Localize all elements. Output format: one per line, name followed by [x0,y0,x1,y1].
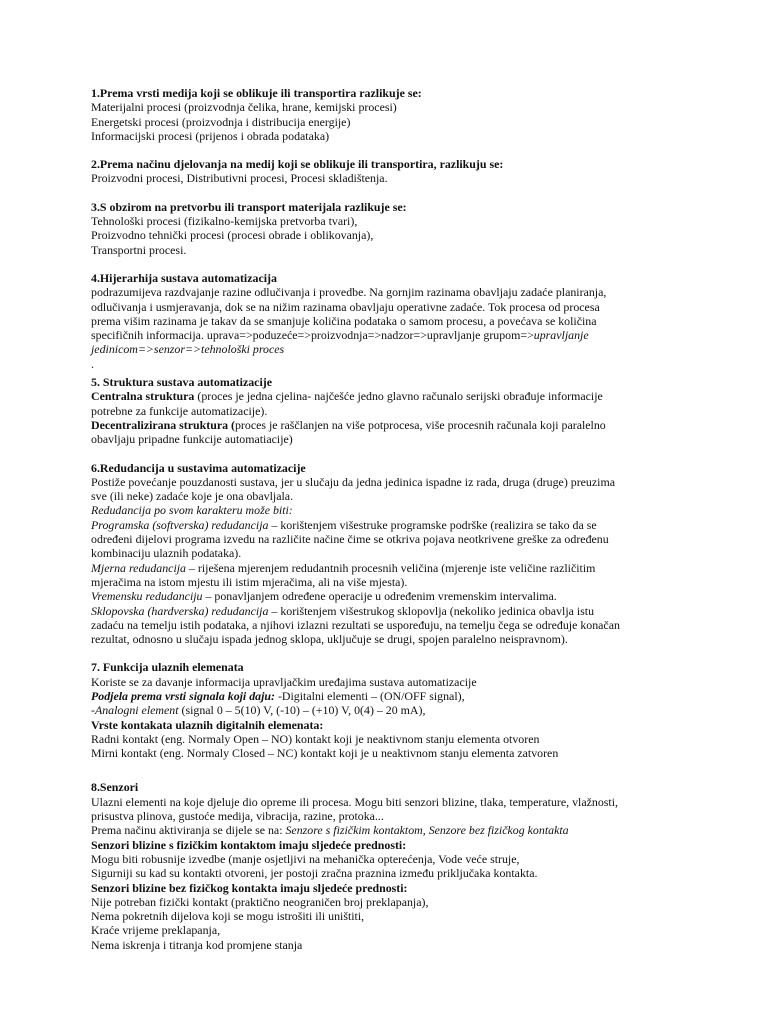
text-line: zadaću na temelju istih podataka, a njihovi izlazni rezultati se uspoređuju, na temelju čega se određuje konačan [91,617,620,632]
section-input-elements [91,660,691,760]
text-line: Mirni kontakt (eng. Normaly Closed – NC) kontakt koji je u neaktivnom stanju elementa zatvoren [91,746,559,761]
text-line [91,389,691,403]
text-line: potrebne za funkcije automatizacije). [91,403,268,418]
text-line: Tehnološki procesi (fizikalno-kemijska pretvorba tvari), [91,214,358,229]
term-measurement-redundancy: Mjerna redudancija [91,560,186,575]
section-process-action [91,157,691,186]
term-desc: – riješena mjerenjem redudantnih procesnih veličina (mjerenje iste veličine različitim [186,560,596,575]
text-line [91,823,691,837]
text-line: Koriste se za davanje informacija upravljačkim uređajima sustava automatizacije [91,674,477,689]
text-line: kombinaciju ulaznih podataka). [91,546,242,561]
section-heading: 2.Prema načinu djelovanja na medij koji se oblikuje ili transportira, razlikuju se: [91,157,504,172]
term-time-redundancy: Vremensku redudanciju [91,589,203,604]
section-heading: 7. Funkcija ulaznih elemenata [91,660,244,675]
text-line: Nije potreban fizički kontakt (praktično neograničen broj preklapanja), [91,894,429,909]
section-hierarchy [91,271,691,371]
text-line: Ulazni elementi na koje djeluje dio opreme ili procesa. Mogu biti senzori blizine, tlaka, temperature, vlažnosti, [91,794,618,809]
section-heading: 5. Struktura sustava automatizacije [91,375,272,390]
section-heading: 1.Prema vrsti medija koji se oblikuje ili transportira razlikuje se: [91,86,422,100]
text-line: Proizvodno tehnički procesi (procesi obrade i oblikovanja), [91,228,374,243]
text-line: Materijalni procesi (proizvodnja čelika, hrane, kemijski procesi) [91,100,397,115]
text-line: rezultat, odnosno u slučaju ispada jednog sklopa, uključuje se drugi, spojen paralelno neispravnom). [91,632,568,647]
hierarchy-chain-italic: upravljanje [533,328,589,343]
section-heading: 3.S obzirom na pretvorbu ili transport materijala razlikuje se: [91,199,407,214]
text-line: Energetski procesi (proizvodnja i distribucija energije) [91,114,351,129]
text-line: Sigurniji su kad su kontakti otvoreni, jer postoji zračna praznina između priključaka kontakta. [91,866,538,881]
text-line [91,703,691,717]
text-line: podrazumijeva razdvajanje razine odlučivanja i provedbe. Na gornjim razinama obavljaju zadaće planiranja, [91,285,607,300]
text-line [91,561,691,575]
text-line: sve (ili neke) zadaće koje je ona obavljala. [91,489,294,504]
text-line [91,328,691,342]
term-central-desc: (proces je jedna cjelina- najčešće jedno glavno računalo serijski obrađuje informacije [194,389,603,404]
digital-element-desc: -Digitalni elementi – (ON/OFF signal), [274,688,465,703]
section-redundancy [91,461,691,647]
text-line: Informacijski procesi (prijenos i obrada podataka) [91,128,330,143]
text-line: prisustva plinova, gustoće medija, vibracija, razine, protoka... [91,809,384,824]
text-line [91,689,691,703]
section-structure [91,375,691,446]
text-line: Postiže povećanje pouzdanosti sustava, jer u slučaju da jedna jedinica ispadne iz rada, druga (druge) preuzima [91,474,615,489]
text-line [91,604,691,618]
term-desc: – korištenjem višestrukog sklopovlja (nekoliko jedinica obavlja istu [268,603,595,618]
section-sensors [91,780,691,952]
text-line [91,418,691,432]
term-hardware-redundancy: Sklopovska (hardverska) redudancija [91,603,269,618]
text-line: određeni dijelovi programa izvedu na različite načine čime se otkriva pojava neotkrivene greške za određenu [91,532,609,547]
subheading: Senzori blizine s fizičkim kontaktom imaju sljedeće prednosti: [91,837,407,852]
text-line [91,518,691,532]
section-heading: 4.Hijerarhija sustava automatizacija [91,270,277,285]
section-heading: 6.Redudancija u sustavima automatizacije [91,460,306,475]
stray-dot: . [91,356,94,371]
text-line: prema višim razinama je takav da se smanjuje količina podataka o samom procesu, a povećava se količina [91,313,597,328]
section-media-types [91,86,691,143]
text-line: mjeračima na istom mjestu ili istim mjeračima, ali na više mjesta). [91,574,408,589]
term-desc: – ponavljanjem određene operacije u određenim vremenskim intervalima. [202,589,557,604]
section-heading: 8.Senzori [91,780,139,795]
text-line: obavljaju pripadne funkcije automatiacije) [91,432,293,447]
term-decentral: Decentralizirana struktura ( [91,417,235,432]
hierarchy-chain-italic: jedinicom=>senzor=>tehnološki proces [91,342,285,357]
activation-types: Senzore s fizičkim kontaktom, Senzore bez fizičkog kontakta [285,823,569,838]
text-line: Proizvodni procesi, Distributivni procesi, Procesi skladištenja. [91,171,388,186]
text-line [91,589,691,603]
text-line: Nema pokretnih dijelova koji se mogu istrošiti ili uništiti, [91,909,365,924]
text-line: odlučivanja i usmjeravanja, dok se na nižim razinama obavljaju operativne zadaće. Tok procesa od procesa [91,299,600,314]
section-material-transform [91,200,691,257]
text-line: Mogu biti robusnije izvedbe (manje osjetljivi na mehanička opterećenja, Vode veće struje, [91,851,520,866]
text-line: Transportni procesi. [91,242,187,257]
term-desc: – korištenjem višestruke programske podrške (realizira se tako da se [268,517,597,532]
analog-element-desc: (signal 0 – 5(10) V, (-10) – (+10) V, 0(4) – 20 mA), [178,703,426,718]
subheading: Senzori blizine bez fizičkog kontakta imaju sljedeće prednosti: [91,880,408,895]
signal-split-label: Podjela prema vrsti signala koji daju: [91,688,275,703]
text-line: Kraće vrijeme preklapanja, [91,923,221,938]
term-software-redundancy: Programska (softverska) redudancija [91,517,269,532]
activation-label: Prema načinu aktiviranja se dijele se na: [91,823,286,838]
text-line: Radni kontakt (eng. Normaly Open – NO) kontakt koji je neaktivnom stanju elementa otvoren [91,731,540,746]
hierarchy-chain: specifičnih informacija. uprava=>poduzeće=>proizvodnja=>nadzor=>upravljanje grupom=> [91,328,534,343]
document-page [91,86,691,966]
text-line: Redudancija po svom karakteru može biti: [91,503,293,518]
term-decentral-desc: proces je raščlanjen na više potprocesa, više procesnih računala koji paralelno [234,417,606,432]
term-central: Centralna struktura [91,389,195,404]
term-analog-element: Analogni element [94,703,179,718]
text-line: Nema iskrenja i titranja kod promjene stanja [91,937,303,952]
dash: - [91,703,95,718]
subheading: Vrste kontakata ulaznih digitalnih elemenata: [91,717,324,732]
